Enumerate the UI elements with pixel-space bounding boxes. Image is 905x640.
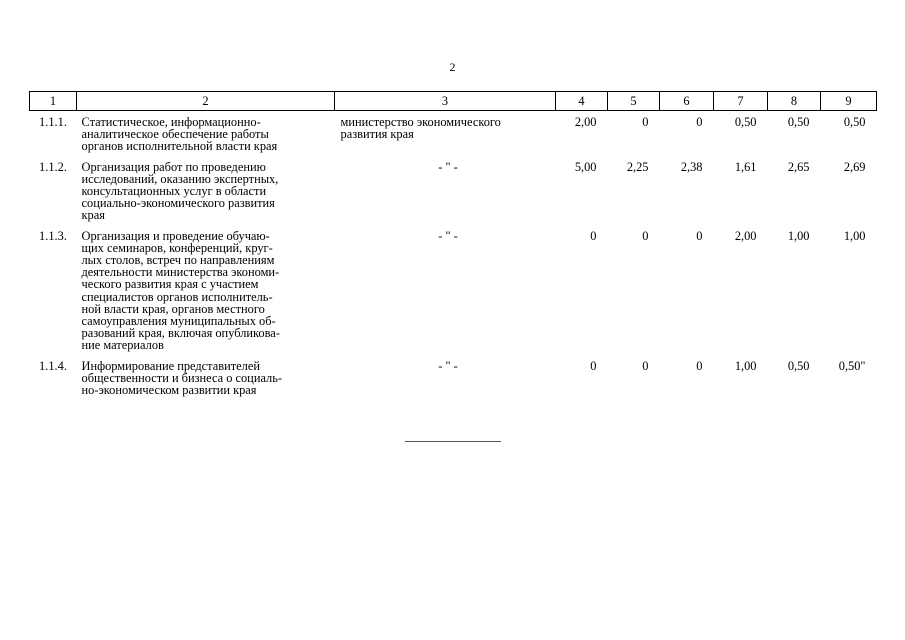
item-name-line: Организация работ по проведению <box>81 159 266 174</box>
item-name-line: края <box>81 208 105 223</box>
item-name-line: органов исполнительной власти края <box>81 139 278 154</box>
item-number: 1.1.1. <box>39 115 67 129</box>
value-col-5: 2,25 <box>626 159 649 174</box>
item-name-line: социально-экономического развития <box>81 196 275 211</box>
table-row <box>30 111 877 157</box>
item-responsible-line: развития края <box>340 127 414 142</box>
item-name-line: ной власти края, органов местного <box>81 301 265 316</box>
value-col-7: 1,61 <box>734 159 757 174</box>
value-col-4: 0 <box>590 358 597 373</box>
value-col-7: 1,00 <box>734 358 757 373</box>
value-col-5: 0 <box>642 358 649 373</box>
table-row <box>30 226 877 356</box>
value-col-4: 5,00 <box>574 159 597 174</box>
value-col-6: 0 <box>696 358 703 373</box>
value-col-6: 0 <box>696 228 703 243</box>
value-col-9: 1,00 <box>843 228 866 243</box>
value-col-6: 0 <box>696 115 703 129</box>
table-row <box>30 356 877 401</box>
item-name-line: разований края, включая опубликова- <box>81 326 280 341</box>
column-header-3: 3 <box>335 92 556 111</box>
item-responsible: - " - <box>438 228 458 243</box>
value-col-5: 0 <box>642 115 649 129</box>
column-header-1: 1 <box>30 92 77 111</box>
item-name-line: щих семинаров, конференций, круг- <box>81 240 273 255</box>
column-header-7: 7 <box>714 92 768 111</box>
column-number-header-row <box>30 92 877 111</box>
value-col-6: 2,38 <box>680 159 703 174</box>
item-name-line: самоуправления муниципальных об- <box>81 314 276 329</box>
end-divider-line <box>405 441 501 442</box>
page-number: 2 <box>449 60 456 74</box>
item-name-line: но-экономическом развитии края <box>81 383 257 398</box>
item-name-line: общественности и бизнеса о социаль- <box>81 370 283 385</box>
item-responsible <box>335 111 556 157</box>
item-responsible: - " - <box>438 358 458 373</box>
item-number: 1.1.4. <box>39 358 67 373</box>
item-name <box>77 157 335 226</box>
table-row <box>30 157 877 226</box>
column-header-5: 5 <box>608 92 660 111</box>
value-col-8: 0,50 <box>787 115 810 129</box>
measures-table <box>29 91 877 400</box>
column-header-9: 9 <box>821 92 877 111</box>
column-header-2: 2 <box>77 92 335 111</box>
value-col-8: 2,65 <box>787 159 810 174</box>
item-name-line: Информирование представителей <box>81 358 260 373</box>
item-name <box>77 111 335 157</box>
column-header-8: 8 <box>768 92 821 111</box>
value-col-9: 0,50 <box>843 115 866 129</box>
item-number: 1.1.3. <box>39 228 67 243</box>
item-name-line: аналитическое обеспечение работы <box>81 127 269 142</box>
value-col-9: 2,69 <box>843 159 866 174</box>
item-name-line: ние материалов <box>81 338 164 353</box>
item-name-line: специалистов органов исполнитель- <box>81 289 273 304</box>
value-col-4: 2,00 <box>574 115 597 129</box>
item-number: 1.1.2. <box>39 159 67 174</box>
item-name-line: Статистическое, информационно- <box>81 115 261 129</box>
item-name <box>77 356 335 401</box>
item-name-line: деятельности министерства экономи- <box>81 265 280 280</box>
item-name-line: ческого развития края с участием <box>81 277 259 292</box>
item-name-line: исследований, оказанию экспертных, <box>81 171 279 186</box>
item-name <box>77 226 335 356</box>
value-col-7: 2,00 <box>734 228 757 243</box>
value-col-7: 0,50 <box>734 115 757 129</box>
item-name-line: лых столов, встреч по направлениям <box>81 253 275 268</box>
item-name-line: Организация и проведение обучаю- <box>81 228 270 243</box>
value-col-9: 0,50" <box>838 358 866 373</box>
value-col-5: 0 <box>642 228 649 243</box>
item-name-line: консультационных услуг в области <box>81 184 267 199</box>
column-header-4: 4 <box>556 92 608 111</box>
value-col-8: 1,00 <box>787 228 810 243</box>
item-responsible: - " - <box>438 159 458 174</box>
value-col-4: 0 <box>590 228 597 243</box>
item-responsible-line: министерство экономического <box>340 115 501 129</box>
column-header-6: 6 <box>660 92 714 111</box>
value-col-8: 0,50 <box>787 358 810 373</box>
